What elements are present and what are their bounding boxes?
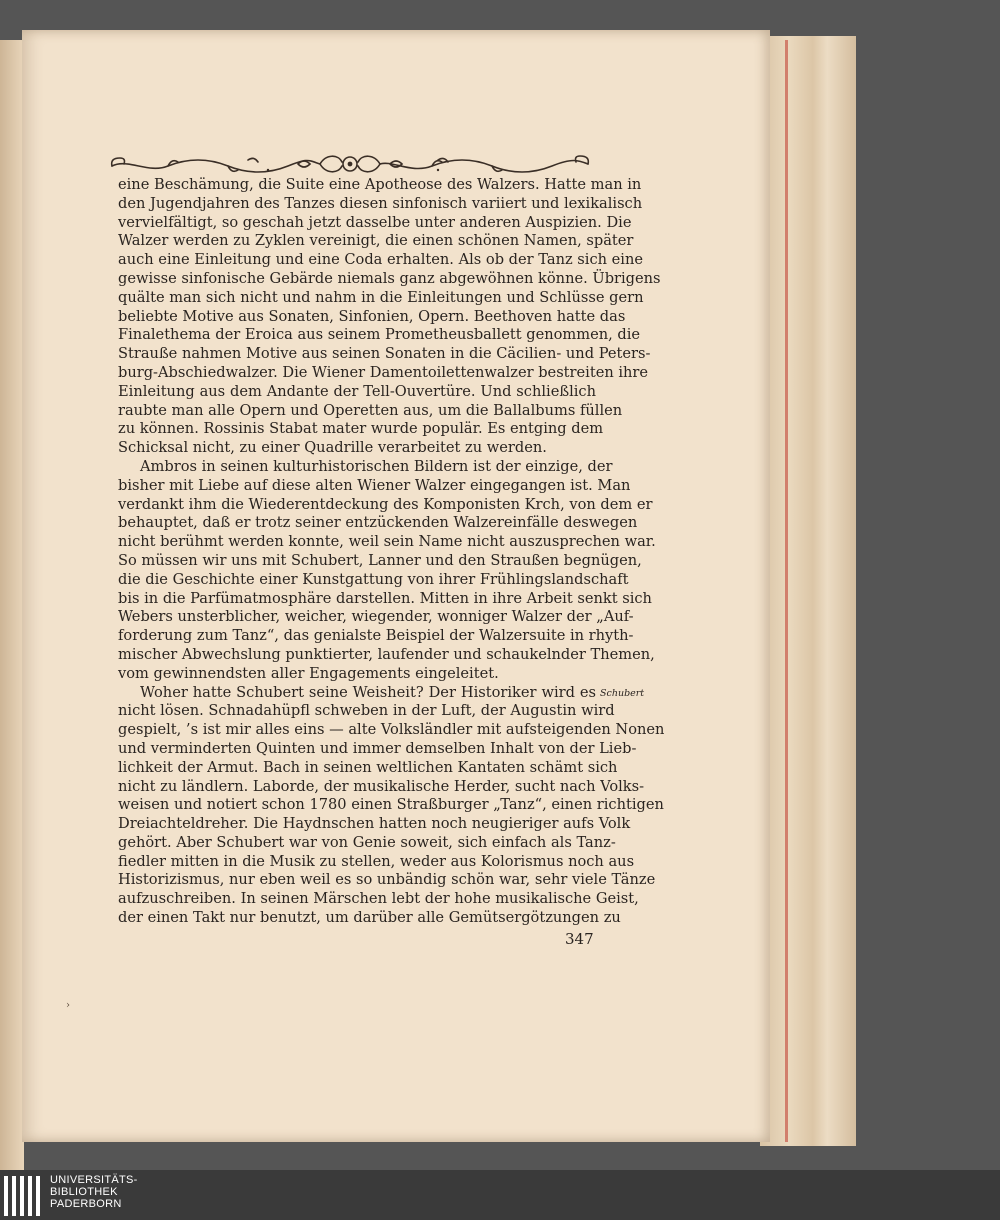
text-line: aufzuschreiben. In seinen Märschen lebt der hohe musikalische Geist, [118,890,639,908]
paragraph-2 [118,457,656,684]
text-line: den Jugendjahren des Tanzes diesen sinfonisch variiert und lexikalisch [118,194,643,212]
marginal-note: Schubert [600,688,645,699]
page-number: 347 [565,930,594,948]
text-line: mischer Abwechslung punktierter, laufender und schaukelnder Themen, [118,645,655,663]
text-line: Ambros in seinen kulturhistorischen Bildern ist der einzige, der [140,457,613,475]
text-line: verdankt ihm die Wiederentdeckung des Komponisten Krch, von dem er [118,495,653,513]
library-footer [0,1170,1000,1220]
text-line: beliebte Motive aus Sonaten, Sinfonien, Opern. Beethoven hatte das [118,307,626,325]
text-line: Woher hatte Schubert seine Weisheit? Der Historiker wird es [140,683,596,701]
text-line: Walzer werden zu Zyklen vereinigt, die einen schönen Namen, später [118,232,634,250]
left-page-edge [0,40,24,1170]
right-page-stack [760,36,856,1146]
text-line: Finalethema der Eroica aus seinem Prometheusballett genommen, die [118,326,641,344]
text-line: Webers unsterblicher, weicher, wiegender, wonniger Walzer der „Auf- [118,608,634,626]
edge-mark: › [66,1000,70,1011]
text-line: der einen Takt nur benutzt, um darüber alle Gemütsergötzungen zu [118,909,621,927]
text-line: gespielt, ’s ist mir alles eins — alte Volksländler mit aufsteigenden Nonen [118,721,665,739]
text-line: Strauße nahmen Motive aus seinen Sonaten in die Cäcilien- und Peters- [118,345,651,363]
logo-line-1: UNIVERSITÄTS- [50,1174,138,1186]
text-line: auch eine Einleitung und eine Coda erhalten. Als ob der Tanz sich eine [118,251,644,269]
text-line: gehört. Aber Schubert war von Genie soweit, sich einfach als Tanz- [118,833,616,851]
paragraph-3 [118,683,665,928]
library-logo-text [50,1174,138,1210]
library-logo-icon [4,1176,44,1216]
red-edge-line [785,40,788,1142]
text-line: die die Geschichte einer Kunstgattung von ihrer Frühlingslandschaft [118,570,629,588]
text-line: bisher mit Liebe auf diese alten Wiener Walzer eingegangen ist. Man [118,476,631,494]
text-line: raubte man alle Opern und Operetten aus, um die Ballalbums füllen [118,401,623,419]
text-line: behauptet, daß er trotz seiner entzückenden Walzereinfälle deswegen [118,514,638,532]
text-line: fiedler mitten in die Musik zu stellen, weder aus Kolorismus noch aus [118,852,635,870]
text-line: eine Beschämung, die Suite eine Apotheose des Walzers. Hatte man in [118,176,642,193]
text-line: burg-Abschiedwalzer. Die Wiener Damentoilettenwalzer bestreiten ihre [118,363,649,381]
ornament-divider [108,150,592,178]
text-line: bis in die Parfümatmosphäre darstellen. Mitten in ihre Arbeit senkt sich [118,589,652,607]
body-text [118,176,665,928]
text-line: Schicksal nicht, zu einer Quadrille verarbeitet zu werden. [118,439,547,457]
text-line: nicht lösen. Schnadahüpfl schweben in der Luft, der Augustin wird [118,702,615,720]
text-line: forderung zum Tanz“, das genialste Beispiel der Walzersuite in rhyth- [118,627,634,645]
text-line: gewisse sinfonische Gebärde niemals ganz abgewöhnen könne. Übrigens [118,269,661,287]
text-line: So müssen wir uns mit Schubert, Lanner und den Straußen begnügen, [118,551,642,569]
text-line: und verminderten Quinten und immer demselben Inhalt von der Lieb- [118,739,637,757]
text-line: lichkeit der Armut. Bach in seinen weltlichen Kantaten schämt sich [118,758,618,776]
text-line: weisen und notiert schon 1780 einen Straßburger „Tanz“, einen richtigen [118,796,664,814]
paragraph-1 [118,176,661,458]
text-line: Einleitung aus dem Andante der Tell-Ouvertüre. Und schließlich [118,382,596,400]
text-line: vom gewinnendsten aller Engagements eingeleitet. [118,664,499,682]
logo-line-2: BIBLIOTHEK [50,1186,118,1198]
text-line: nicht berühmt werden konnte, weil sein Name nicht auszusprechen war. [118,533,656,551]
text-line: nicht zu ländlern. Laborde, der musikalische Herder, sucht nach Volks- [118,777,645,795]
text-line: vervielfältigt, so geschah jetzt dasselbe unter anderen Auspizien. Die [118,213,632,231]
text-line: zu können. Rossinis Stabat mater wurde populär. Es entging dem [118,420,604,438]
text-line: Historizismus, nur eben weil es so unbändig schön war, sehr viele Tänze [118,871,656,889]
logo-line-3: PADERBORN [50,1198,122,1210]
text-line: quälte man sich nicht und nahm in die Einleitungen und Schlüsse gern [118,288,644,306]
text-line: Dreiachteldreher. Die Haydnschen hatten noch neugieriger aufs Volk [118,815,631,833]
